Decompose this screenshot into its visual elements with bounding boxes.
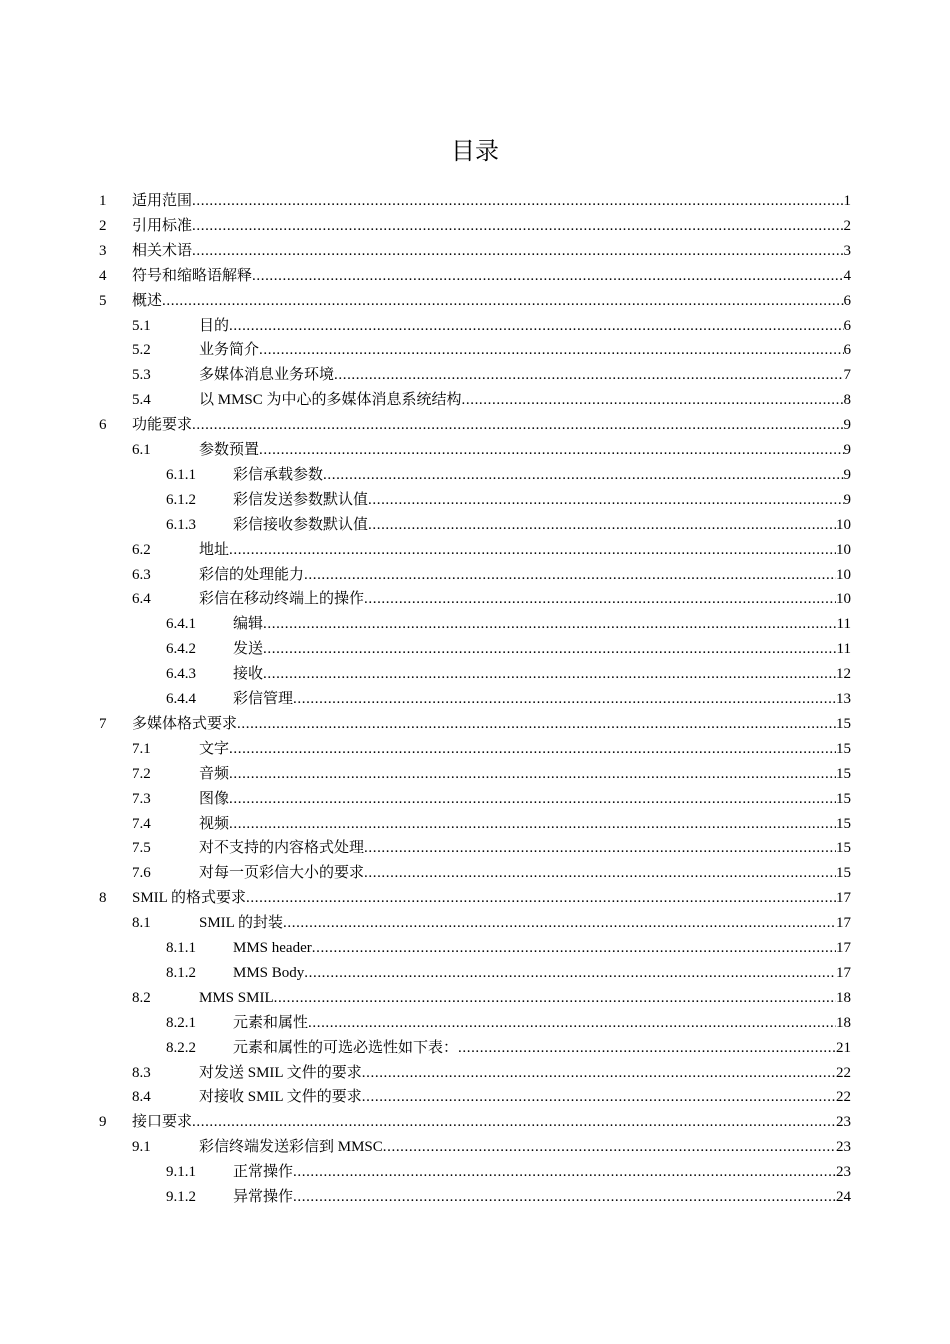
toc-entry[interactable] [0,314,950,338]
toc-entry-number: 6 [99,417,107,434]
toc-entry-page: 15 [836,865,851,882]
toc-entry[interactable] [0,812,950,836]
toc-dot-leader [458,1036,836,1060]
toc-entry[interactable] [0,363,950,387]
toc-entry[interactable] [0,1036,950,1060]
toc-entry[interactable] [0,662,950,686]
toc-entry-page: 10 [836,541,851,558]
toc-entry-page: 6 [843,292,851,309]
toc-entry-page: 11 [836,641,851,658]
toc-entry-number: 6.4.2 [166,641,196,658]
toc-entry-page: 18 [836,1014,851,1031]
toc-entry-number: 5.1 [132,317,151,334]
toc-entry-number: 8.1.2 [166,964,196,981]
toc-entry-title: 彩信发送参数默认值 [233,491,369,508]
toc-entry-page: 15 [836,815,851,832]
toc-entry-page: 23 [836,1164,851,1181]
toc-entry-number: 6.3 [132,566,151,583]
toc-entry-page: 8 [843,392,851,409]
toc-dot-leader [283,911,836,935]
toc-entry-title: 接收 [233,666,264,683]
toc-dot-leader [383,1135,836,1159]
toc-entry-title: MMS header [233,940,312,956]
toc-entry-number: 9.1.2 [166,1189,196,1205]
toc-dot-leader [362,1061,836,1085]
toc-entry[interactable] [0,239,950,263]
toc-entry[interactable] [0,338,950,362]
toc-entry-title: 对不支持的内容格式处理 [199,840,365,857]
toc-entry-title: SMIL 的格式要求 [132,890,247,907]
toc-dot-leader [263,637,837,661]
toc-dot-leader [368,488,843,512]
toc-entry-number: 6.4.1 [166,616,196,633]
toc-entry-page: 18 [836,989,851,1006]
toc-entry-title: 彩信管理 [233,691,294,707]
toc-entry[interactable] [0,762,950,786]
toc-entry-title: 彩信接收参数默认值 [233,516,369,533]
toc-entry[interactable] [0,861,950,885]
toc-entry-page: 17 [836,964,851,981]
toc-dot-leader [304,961,836,985]
toc-dot-leader [362,1085,836,1109]
toc-entry-title: 文字 [199,740,230,757]
toc-dot-leader [252,264,843,288]
toc-entry-page: 6 [843,342,851,359]
toc-dot-leader [293,1185,836,1209]
toc-entry-number: 6.1 [132,442,151,458]
toc-entry-page: 11 [836,616,851,633]
toc-entry-title: 多媒体消息业务环境 [199,367,335,384]
toc-dot-leader [312,936,836,960]
toc-entry-page: 21 [836,1039,851,1056]
toc-entry-number: 7.4 [132,815,151,832]
toc-entry-page: 9 [843,417,851,434]
toc-dot-leader [364,836,836,860]
toc-dot-leader [229,812,836,836]
toc-entry-page: 9 [843,466,851,483]
toc-entry-number: 5.2 [132,342,151,359]
toc-dot-leader [237,712,836,736]
toc-dot-leader [368,513,836,537]
toc-entry[interactable] [0,289,950,313]
toc-entry-number: 2 [99,217,107,234]
toc-entry-page: 13 [836,691,851,707]
toc-entry-title: 发送 [233,641,264,658]
toc-entry-page: 12 [836,666,851,683]
toc-entry-page: 24 [836,1189,851,1205]
toc-entry-page: 23 [836,1114,851,1131]
toc-entry[interactable] [0,687,950,711]
toc-entry-title: 相关术语 [132,242,193,259]
toc-entry-title: 功能要求 [132,417,193,434]
toc-entry[interactable] [0,637,950,661]
toc-entry-number: 8.1.1 [166,940,196,956]
toc-entry[interactable] [0,787,950,811]
toc-entry-title: 元素和属性 [233,1014,309,1031]
toc-entry-title: 彩信在移动终端上的操作 [199,591,365,608]
toc-dot-leader [259,338,843,362]
toc-entry-page: 1 [843,193,851,209]
toc-entry-title: 多媒体格式要求 [132,715,238,732]
toc-entry[interactable] [0,463,950,487]
toc-entry[interactable] [0,1061,950,1085]
toc-entry-title: 接口要求 [132,1114,193,1131]
toc-entry-page: 2 [843,217,851,234]
toc-entry-number: 6.1.3 [166,516,196,533]
toc-entry-page: 15 [836,790,851,807]
toc-dot-leader [263,612,837,636]
toc-entry[interactable] [0,1011,950,1035]
toc-entry-page: 6 [843,317,851,334]
toc-entry[interactable] [0,1135,950,1159]
toc-entry-page: 22 [836,1089,851,1106]
toc-entry-number: 4 [99,267,107,284]
toc-entry[interactable] [0,612,950,636]
toc-entry-number: 8.4 [132,1089,151,1106]
toc-entry-number: 8 [99,890,107,907]
toc-entry[interactable] [0,587,950,611]
toc-entry-number: 6.2 [132,541,151,558]
toc-dot-leader [462,388,844,412]
toc-dot-leader [229,762,836,786]
toc-entry-title: 地址 [199,541,230,558]
toc-dot-leader [263,662,836,686]
toc-entry-title: 目的 [199,317,230,334]
toc-entry-number: 6.1.1 [166,466,196,483]
toc-entry-title: 彩信承载参数 [233,466,324,483]
toc-dot-leader [308,1011,836,1035]
toc-dot-leader [192,413,843,437]
toc-entry-page: 9 [843,491,851,508]
toc-dot-leader [229,787,836,811]
toc-entry-number: 6.4.4 [166,691,196,707]
toc-dot-leader [229,538,836,562]
toc-entry[interactable] [0,488,950,512]
toc-entry[interactable] [0,189,950,213]
toc-entry-title: 概述 [132,292,163,309]
toc-entry-page: 9 [843,442,851,458]
toc-dot-leader [274,986,836,1010]
toc-entry[interactable] [0,1185,950,1209]
toc-entry-number: 7.6 [132,865,151,882]
toc-entry-page: 10 [836,591,851,608]
toc-entry-title: 彩信终端发送彩信到 MMSC [199,1139,383,1156]
toc-dot-leader [192,189,843,213]
toc-entry-title: 元素和属性的可选必选性如下表： [233,1039,459,1056]
toc-entry-page: 23 [836,1139,851,1156]
toc-entry[interactable] [0,438,950,462]
toc-entry-page: 17 [836,890,851,907]
toc-dot-leader [334,363,843,387]
toc-entry-number: 8.2.2 [166,1039,196,1056]
toc-entry[interactable] [0,413,950,437]
toc-dot-leader [293,687,836,711]
toc-dot-leader [259,438,843,462]
toc-entry-page: 15 [836,740,851,757]
toc-entry-title: 引用标准 [132,217,193,234]
toc-entry[interactable] [0,836,950,860]
toc-entry-title: 图像 [199,790,230,807]
toc-entry-number: 3 [99,242,107,259]
toc-entry[interactable] [0,961,950,985]
toc-entry[interactable] [0,737,950,761]
toc-entry-title: SMIL 的封装 [199,915,284,932]
toc-entry-number: 5 [99,292,107,309]
toc-entry-title: 彩信的处理能力 [199,566,305,583]
toc-entry-page: 17 [836,915,851,932]
toc-entry-title: 正常操作 [233,1164,294,1181]
toc-entry[interactable] [0,563,950,587]
toc-entry-title: MMS SMIL [199,989,274,1006]
toc-entry[interactable] [0,886,950,910]
toc-entry[interactable] [0,214,950,238]
toc-entry-title: 异常操作 [233,1189,294,1205]
toc-entry-number: 9 [99,1114,107,1131]
toc-entry-title: 视频 [199,815,230,832]
toc-entry[interactable] [0,712,950,736]
toc-entry-number: 7.1 [132,740,151,757]
toc-entry-number: 8.1 [132,915,151,932]
page-title: 目录 [451,137,499,165]
toc-entry-page: 4 [843,267,851,284]
toc-dot-leader [229,737,836,761]
toc-entry-title: 符号和缩略语解释 [132,267,253,284]
toc-entry-page: 15 [836,715,851,732]
toc-entry-number: 8.2.1 [166,1014,196,1031]
toc-entry-number: 9.1.1 [166,1164,196,1181]
toc-entry-title: 以 MMSC 为中心的多媒体消息系统结构 [199,392,462,409]
toc-entry-title: MMS Body [233,964,305,981]
toc-dot-leader [192,1110,836,1134]
toc-entry-page: 15 [836,840,851,857]
toc-entry[interactable] [0,986,950,1010]
toc-entry[interactable] [0,388,950,412]
toc-entry-number: 8.2 [132,989,151,1006]
toc-entry[interactable] [0,911,950,935]
toc-entry-number: 6.4 [132,591,151,608]
toc-entry[interactable] [0,936,950,960]
toc-entry-page: 15 [836,765,851,782]
toc-entry-title: 对发送 SMIL 文件的要求 [199,1064,362,1081]
toc-entry-number: 6.1.2 [166,491,196,508]
toc-entry-number: 7.3 [132,790,151,807]
toc-entry-page: 10 [836,566,851,583]
toc-entry-title: 参数预置 [199,442,260,458]
toc-entry-page: 3 [843,242,851,259]
toc-entry-number: 7.5 [132,840,151,857]
toc-dot-leader [323,463,843,487]
toc-entry-title: 业务简介 [199,342,260,359]
toc-entry-number: 5.4 [132,392,151,409]
toc-entry-number: 5.3 [132,367,151,384]
toc-entry-number: 6.4.3 [166,666,196,683]
toc-dot-leader [192,239,843,263]
toc-entry-number: 9.1 [132,1139,151,1156]
toc-entry-number: 7 [99,715,107,732]
toc-entry[interactable] [0,1085,950,1109]
toc-entry-number: 8.3 [132,1064,151,1081]
toc-dot-leader [364,861,836,885]
toc-entry[interactable] [0,264,950,288]
toc-dot-leader [364,587,836,611]
toc-entry[interactable] [0,1110,950,1134]
toc-entry[interactable] [0,513,950,537]
toc-dot-leader [246,886,836,910]
toc-entry[interactable] [0,538,950,562]
toc-dot-leader [192,214,843,238]
toc-entry-title: 编辑 [233,616,264,633]
toc-entry-page: 7 [843,367,851,384]
toc-entry-title: 对每一页彩信大小的要求 [199,865,365,882]
toc-dot-leader [162,289,843,313]
toc-dot-leader [304,563,836,587]
toc-entry[interactable] [0,1160,950,1184]
toc-dot-leader [293,1160,836,1184]
toc-entry-page: 10 [836,516,851,533]
toc-dot-leader [229,314,843,338]
toc-entry-number: 7.2 [132,765,151,782]
toc-entry-page: 22 [836,1064,851,1081]
toc-entry-title: 对接收 SMIL 文件的要求 [199,1089,362,1106]
toc-entry-page: 17 [836,940,851,956]
toc-entry-number: 1 [99,193,107,209]
toc-entry-title: 音频 [199,765,230,782]
toc-entry-title: 适用范围 [132,193,193,209]
